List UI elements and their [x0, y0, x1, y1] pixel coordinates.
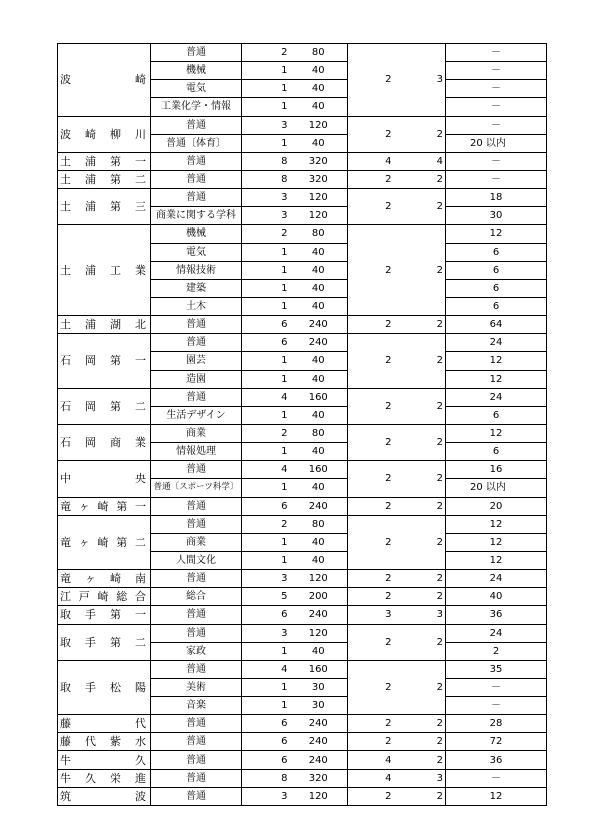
capacity: 320 [290, 170, 348, 188]
value-a: 2 [348, 116, 394, 152]
quota-note: 12 [446, 225, 547, 243]
class-count: 1 [242, 642, 290, 660]
class-count: 3 [242, 787, 290, 805]
class-count: 6 [242, 316, 290, 334]
capacity: 120 [290, 624, 348, 642]
course-name: 普通 [151, 44, 242, 62]
value-a: 2 [348, 588, 394, 606]
value-a: 2 [348, 316, 394, 334]
quota-note: 36 [446, 606, 547, 624]
table-row [58, 787, 547, 805]
class-count: 1 [242, 98, 290, 116]
quota-note: 12 [446, 352, 547, 370]
class-count: 1 [242, 261, 290, 279]
course-name: 造園 [151, 370, 242, 388]
capacity: 120 [290, 787, 348, 805]
school-name: 取手松陽 [58, 660, 151, 714]
quota-note: 24 [446, 388, 547, 406]
course-name: 総合 [151, 588, 242, 606]
value-b: 2 [394, 225, 446, 316]
capacity: 200 [290, 588, 348, 606]
class-count: 2 [242, 424, 290, 442]
class-count: 6 [242, 751, 290, 769]
class-count: 1 [242, 406, 290, 424]
class-count: 1 [242, 551, 290, 569]
capacity: 160 [290, 388, 348, 406]
course-name: 普通〔スポーツ科学〕 [151, 479, 242, 497]
capacity: 40 [290, 642, 348, 660]
school-name: 竜ヶ崎第一 [58, 497, 151, 515]
quota-note: 12 [446, 370, 547, 388]
quota-note: 64 [446, 316, 547, 334]
class-count: 1 [242, 62, 290, 80]
quota-note: － [446, 80, 547, 98]
school-name: 牛久栄進 [58, 769, 151, 787]
table-row [58, 152, 547, 170]
class-count: 2 [242, 515, 290, 533]
capacity: 120 [290, 189, 348, 207]
table-row [58, 570, 547, 588]
capacity: 240 [290, 606, 348, 624]
course-name: 人間文化 [151, 551, 242, 569]
school-name: 土浦第二 [58, 170, 151, 188]
course-name: 電気 [151, 243, 242, 261]
course-name: 商業 [151, 424, 242, 442]
course-name: 普通 [151, 497, 242, 515]
capacity: 40 [290, 279, 348, 297]
quota-note: 2 [446, 642, 547, 660]
quota-note: － [446, 62, 547, 80]
value-a: 2 [348, 461, 394, 497]
quota-note: 6 [446, 261, 547, 279]
course-name: 普通 [151, 715, 242, 733]
value-b: 2 [394, 715, 446, 733]
capacity: 40 [290, 370, 348, 388]
course-name: 普通 [151, 787, 242, 805]
table-row [58, 170, 547, 188]
table-row [58, 116, 547, 134]
value-b: 2 [394, 733, 446, 751]
value-a: 2 [348, 334, 394, 388]
value-a: 2 [348, 733, 394, 751]
class-count: 1 [242, 697, 290, 715]
table-row [58, 769, 547, 787]
capacity: 30 [290, 697, 348, 715]
course-name: 美術 [151, 678, 242, 696]
quota-note: 12 [446, 515, 547, 533]
class-count: 1 [242, 297, 290, 315]
table-row [58, 189, 547, 207]
class-count: 6 [242, 715, 290, 733]
value-a: 4 [348, 769, 394, 787]
class-count: 5 [242, 588, 290, 606]
value-a: 2 [348, 225, 394, 316]
table-row [58, 588, 547, 606]
capacity: 40 [290, 479, 348, 497]
class-count: 1 [242, 443, 290, 461]
capacity: 240 [290, 751, 348, 769]
school-name: 竜ヶ崎第二 [58, 515, 151, 569]
capacity: 120 [290, 116, 348, 134]
course-name: 電気 [151, 80, 242, 98]
class-count: 8 [242, 152, 290, 170]
course-name: 普通 [151, 170, 242, 188]
quota-note: － [446, 116, 547, 134]
quota-note: 24 [446, 334, 547, 352]
course-name: 普通 [151, 570, 242, 588]
class-count: 3 [242, 116, 290, 134]
course-name: 普通〔体育〕 [151, 134, 242, 152]
table-row [58, 606, 547, 624]
class-count: 1 [242, 243, 290, 261]
table-row [58, 44, 547, 62]
school-name: 藤 代 [58, 715, 151, 733]
capacity: 320 [290, 152, 348, 170]
capacity: 40 [290, 533, 348, 551]
quota-note: 20 [446, 497, 547, 515]
value-b: 2 [394, 624, 446, 660]
table-row [58, 316, 547, 334]
quota-note: 12 [446, 533, 547, 551]
school-name: 中 央 [58, 461, 151, 497]
table-row [58, 733, 547, 751]
capacity: 80 [290, 424, 348, 442]
value-b: 3 [394, 606, 446, 624]
value-b: 2 [394, 787, 446, 805]
class-count: 1 [242, 479, 290, 497]
course-name: 機械 [151, 62, 242, 80]
course-name: 普通 [151, 769, 242, 787]
school-name: 土浦第三 [58, 189, 151, 225]
course-name: 園芸 [151, 352, 242, 370]
school-name: 藤代紫水 [58, 733, 151, 751]
class-count: 3 [242, 207, 290, 225]
class-count: 1 [242, 352, 290, 370]
school-name: 筑 波 [58, 787, 151, 805]
course-name: 普通 [151, 388, 242, 406]
course-name: 普通 [151, 461, 242, 479]
quota-note: － [446, 769, 547, 787]
capacity: 40 [290, 243, 348, 261]
school-name: 取手第一 [58, 606, 151, 624]
value-a: 2 [348, 624, 394, 660]
capacity: 320 [290, 769, 348, 787]
school-name: 江戸崎総合 [58, 588, 151, 606]
quota-note: － [446, 170, 547, 188]
value-b: 2 [394, 316, 446, 334]
school-name: 土浦湖北 [58, 316, 151, 334]
capacity: 40 [290, 261, 348, 279]
value-b: 4 [394, 152, 446, 170]
course-name: 普通 [151, 116, 242, 134]
school-name: 波 崎 [58, 44, 151, 117]
course-name: 土木 [151, 297, 242, 315]
school-name: 土浦工業 [58, 225, 151, 316]
course-name: 商業 [151, 533, 242, 551]
school-name: 石岡第一 [58, 334, 151, 388]
capacity: 40 [290, 551, 348, 569]
class-count: 3 [242, 189, 290, 207]
capacity: 40 [290, 98, 348, 116]
class-count: 6 [242, 733, 290, 751]
school-name: 土浦第一 [58, 152, 151, 170]
quota-note: 20 以内 [446, 479, 547, 497]
quota-note: 6 [446, 243, 547, 261]
table-row [58, 751, 547, 769]
course-name: 普通 [151, 334, 242, 352]
course-name: 普通 [151, 152, 242, 170]
class-count: 4 [242, 388, 290, 406]
course-name: 工業化学・情報 [151, 98, 242, 116]
quota-note: 20 以内 [446, 134, 547, 152]
value-a: 2 [348, 715, 394, 733]
table-row [58, 388, 547, 406]
table-row [58, 624, 547, 642]
quota-note: 12 [446, 787, 547, 805]
table-row [58, 515, 547, 533]
course-name: 普通 [151, 733, 242, 751]
quota-note: 72 [446, 733, 547, 751]
value-a: 2 [348, 189, 394, 225]
value-a: 2 [348, 424, 394, 460]
course-name: 普通 [151, 316, 242, 334]
value-b: 3 [394, 769, 446, 787]
class-count: 4 [242, 660, 290, 678]
value-b: 2 [394, 334, 446, 388]
school-name: 石岡第二 [58, 388, 151, 424]
value-b: 2 [394, 170, 446, 188]
capacity: 40 [290, 80, 348, 98]
capacity: 40 [290, 406, 348, 424]
value-b: 2 [394, 497, 446, 515]
capacity: 120 [290, 207, 348, 225]
quota-note: 36 [446, 751, 547, 769]
class-count: 1 [242, 370, 290, 388]
school-name: 牛 久 [58, 751, 151, 769]
capacity: 240 [290, 334, 348, 352]
capacity: 80 [290, 515, 348, 533]
capacity: 80 [290, 44, 348, 62]
table-row [58, 225, 547, 243]
value-b: 2 [394, 515, 446, 569]
course-name: 家政 [151, 642, 242, 660]
value-b: 2 [394, 570, 446, 588]
capacity: 30 [290, 678, 348, 696]
value-a: 2 [348, 660, 394, 714]
quota-note: 40 [446, 588, 547, 606]
value-b: 2 [394, 461, 446, 497]
capacity: 240 [290, 715, 348, 733]
capacity: 240 [290, 497, 348, 515]
class-count: 6 [242, 606, 290, 624]
table-row [58, 334, 547, 352]
class-count: 1 [242, 533, 290, 551]
class-count: 6 [242, 334, 290, 352]
class-count: 2 [242, 44, 290, 62]
quota-note: 6 [446, 279, 547, 297]
value-a: 2 [348, 515, 394, 569]
class-count: 2 [242, 225, 290, 243]
value-b: 2 [394, 751, 446, 769]
value-a: 3 [348, 606, 394, 624]
quota-note: 28 [446, 715, 547, 733]
value-a: 2 [348, 497, 394, 515]
capacity: 40 [290, 352, 348, 370]
capacity: 240 [290, 733, 348, 751]
value-b: 2 [394, 660, 446, 714]
quota-note: 12 [446, 424, 547, 442]
quota-note: － [446, 152, 547, 170]
quota-note: 24 [446, 624, 547, 642]
quota-note: 18 [446, 189, 547, 207]
quota-note: 24 [446, 570, 547, 588]
class-count: 6 [242, 497, 290, 515]
course-name: 普通 [151, 624, 242, 642]
admission-quota-table [57, 43, 547, 806]
value-b: 2 [394, 388, 446, 424]
school-name: 石岡商業 [58, 424, 151, 460]
quota-note: － [446, 678, 547, 696]
table-row [58, 461, 547, 479]
class-count: 1 [242, 80, 290, 98]
class-count: 4 [242, 461, 290, 479]
quota-note: 6 [446, 406, 547, 424]
table-row [58, 660, 547, 678]
course-name: 建築 [151, 279, 242, 297]
course-name: 音楽 [151, 697, 242, 715]
capacity: 40 [290, 62, 348, 80]
school-name: 竜ヶ崎南 [58, 570, 151, 588]
quota-note: 6 [446, 297, 547, 315]
value-b: 2 [394, 116, 446, 152]
capacity: 40 [290, 297, 348, 315]
value-b: 2 [394, 424, 446, 460]
table-row [58, 715, 547, 733]
value-a: 2 [348, 170, 394, 188]
quota-note: 12 [446, 551, 547, 569]
school-name: 取手第二 [58, 624, 151, 660]
course-name: 情報技術 [151, 261, 242, 279]
class-count: 3 [242, 624, 290, 642]
class-count: 8 [242, 769, 290, 787]
course-name: 普通 [151, 606, 242, 624]
course-name: 機械 [151, 225, 242, 243]
course-name: 情報処理 [151, 443, 242, 461]
quota-note: － [446, 697, 547, 715]
class-count: 1 [242, 134, 290, 152]
course-name: 商業に関する学科 [151, 207, 242, 225]
course-name: 普通 [151, 189, 242, 207]
capacity: 40 [290, 443, 348, 461]
course-name: 普通 [151, 515, 242, 533]
value-a: 2 [348, 388, 394, 424]
class-count: 1 [242, 678, 290, 696]
value-a: 2 [348, 787, 394, 805]
class-count: 1 [242, 279, 290, 297]
school-name: 波崎柳川 [58, 116, 151, 152]
capacity: 160 [290, 660, 348, 678]
quota-note: 30 [446, 207, 547, 225]
capacity: 120 [290, 570, 348, 588]
value-b: 3 [394, 44, 446, 117]
quota-note: 6 [446, 443, 547, 461]
quota-note: 35 [446, 660, 547, 678]
value-a: 2 [348, 44, 394, 117]
course-name: 普通 [151, 751, 242, 769]
course-name: 普通 [151, 660, 242, 678]
quota-note: － [446, 44, 547, 62]
capacity: 80 [290, 225, 348, 243]
quota-note: 16 [446, 461, 547, 479]
capacity: 160 [290, 461, 348, 479]
value-b: 2 [394, 189, 446, 225]
value-b: 2 [394, 588, 446, 606]
table-row [58, 424, 547, 442]
capacity: 240 [290, 316, 348, 334]
class-count: 3 [242, 570, 290, 588]
class-count: 8 [242, 170, 290, 188]
quota-note: － [446, 98, 547, 116]
value-a: 4 [348, 152, 394, 170]
value-a: 2 [348, 570, 394, 588]
course-name: 生活デザイン [151, 406, 242, 424]
table-row [58, 497, 547, 515]
value-a: 4 [348, 751, 394, 769]
capacity: 40 [290, 134, 348, 152]
